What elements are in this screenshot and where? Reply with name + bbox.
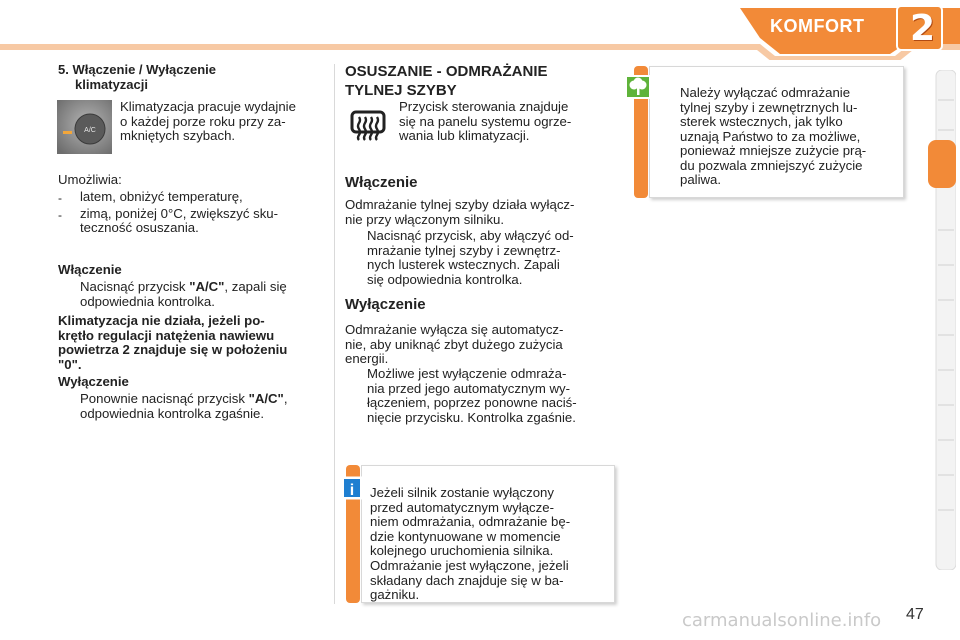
chapter-number: 2: [910, 8, 936, 49]
info-box-text-1: Jeżeli silnik zostanie wyłączony przed automatycznym wyłącze- niem odmrażania, odmrażanie bę- dzie kontynuowane w momencie kolejnego uruchomienia silnika.: [370, 485, 571, 558]
section-heading: 5. Włączenie / Wyłączenie klimatyzacji: [58, 62, 216, 92]
svg-text:i: i: [349, 482, 355, 499]
defrost-intro: Przycisk sterowania znajduje się na panelu systemu ogrze- wania lub klimatyzacji.: [399, 99, 572, 143]
column-divider: [334, 64, 335, 604]
bullet-icon: [58, 392, 80, 421]
chapter-tabs: [928, 70, 956, 570]
ac-warning: Klimatyzacja nie działa, jeżeli po- krętło regulacji natężenia nawiewu powietrza 2 znajduje się w położeniu "0".: [58, 313, 288, 372]
info-box-text-2: Odmrażanie jest wyłączone, jeżeli składany dach znajduje się w ba- gażniku.: [370, 558, 569, 602]
ac-intro: Klimatyzacja pracuje wydajnie o każdej porze roku przy za- mkniętych szybach.: [120, 99, 296, 143]
ac-on-step: Nacisnąć przycisk "A/C", zapali się odpowiednia kontrolka.: [58, 280, 328, 309]
info-icon: [341, 476, 363, 500]
page-number: 47: [906, 606, 924, 623]
bullet-icon: [345, 229, 367, 287]
eco-tree-icon: [624, 74, 652, 100]
ac-off-step: Ponownie nacisnąć przycisk "A/C", odpowiednia kontrolka zgaśnie.: [58, 392, 328, 421]
defrost-on-step: Nacisnąć przycisk, aby włączyć od- mrażanie tylnej szyby i zewnętrz- nych lusterek wstecznych. Zapali się odpowiednia kontrolka.: [345, 229, 615, 287]
defrost-off-text: Odmrażanie wyłącza się automatycz- nie, aby uniknąć zbyt dużego zużycia energii.: [345, 322, 564, 366]
defrost-off-step: Możliwe jest wyłączenie odmraża- nia przed jego automatycznym wy- łączeniem, poprzez ponowne naciś- nięcie przycisku. Kontrolka zgaśnie.: [345, 367, 615, 425]
ac-label: A/C: [84, 127, 96, 134]
ac-button-icon: [57, 100, 112, 154]
ac-on-heading: Włączenie: [58, 262, 122, 277]
rear-defrost-icon: [346, 104, 390, 148]
defrost-off-heading: Wyłączenie: [345, 296, 426, 313]
defrost-on-heading: Włączenie: [345, 174, 418, 191]
defrost-title: OSUSZANIE - ODMRAŻANIE TYLNEJ SZYBY: [345, 63, 548, 99]
enables-list: - latem, obniżyć temperaturę, - zimą, poniżej 0°C, zwiększyć sku- teczność osuszania.: [58, 189, 279, 235]
eco-box-text: Należy wyłączać odmrażanie tylnej szyby i zewnętrznych lu- sterek wstecznych, jak tylko uznają Państwo to za możliwe, ponieważ mniejsze zużycie prą- du pozwala zmniejszyć zużycie paliwa.: [658, 86, 898, 188]
bullet-icon: [58, 280, 80, 309]
enables-label: Umożliwia:: [58, 172, 122, 187]
defrost-on-text: Odmrażanie tylnej szyby działa wyłącz- nie przy włączonym silniku.: [345, 197, 575, 227]
watermark: carmanualsonline.info: [682, 610, 882, 631]
ac-off-heading: Wyłączenie: [58, 374, 129, 389]
bullet-icon: [658, 86, 680, 188]
chapter-title: KOMFORT: [770, 16, 865, 36]
bullet-icon: [345, 367, 367, 425]
